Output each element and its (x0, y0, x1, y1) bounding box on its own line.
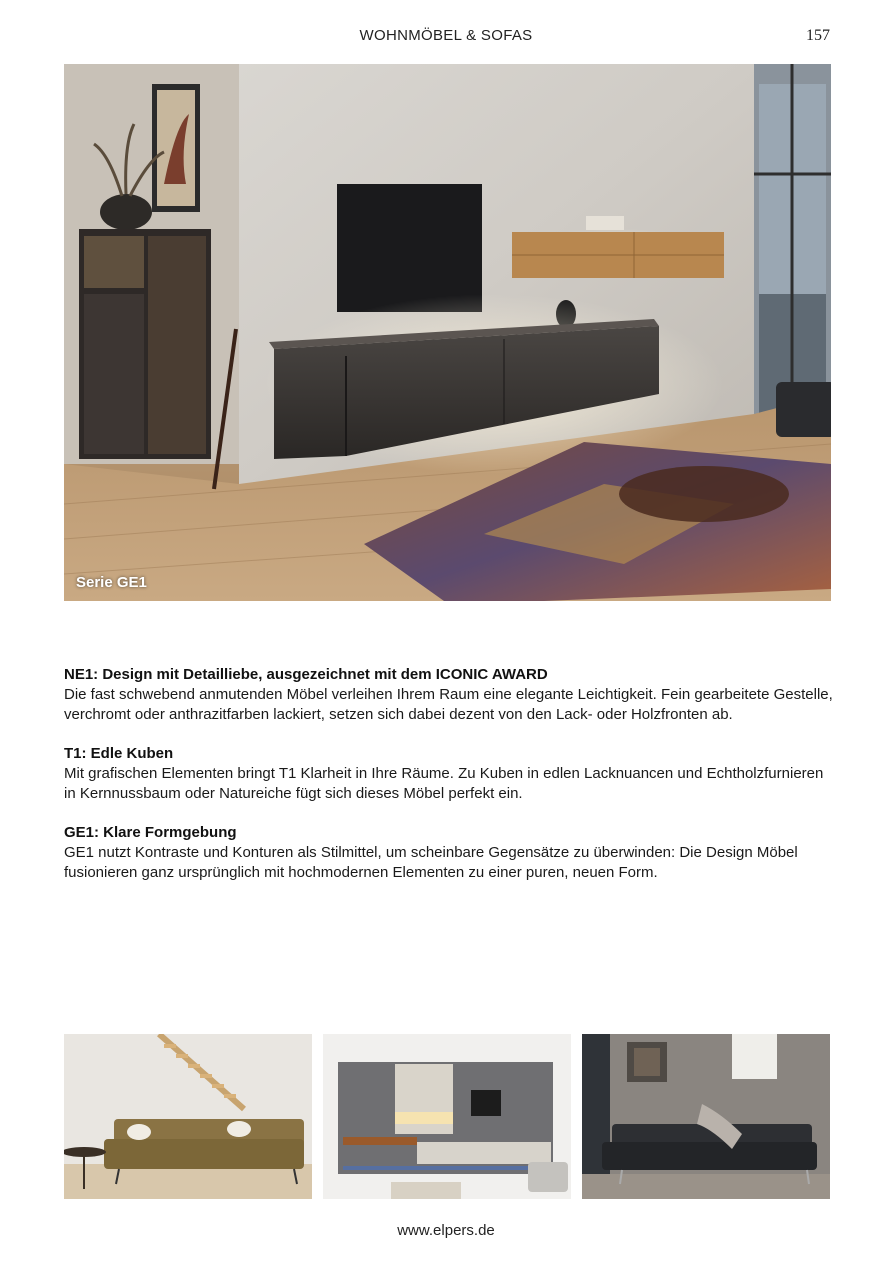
thumbnail-illustration (323, 1034, 571, 1199)
section-body: Mit grafischen Elementen bringt T1 Klarheit in Ihre Räume. Zu Kuben in edlen Lacknuancen und Echtholzfurnieren in Kernnussbaum oder Natureiche fügt sich dieses Möbel perfekt ein. (64, 765, 824, 802)
hero-illustration (64, 64, 831, 601)
hero-photo-living-room (64, 64, 831, 601)
hero-caption: Serie GE1 (76, 574, 147, 591)
page-number: 157 (806, 27, 830, 44)
section-body: Die fast schwebend anmutenden Möbel verleihen Ihrem Raum eine elegante Leichtigkeit. Fein gearbeitete Gestelle, verchromt oder anthrazitfarben lackiert, setzen sich dabei dezent von den Lack- oder Holzfronten ab. (64, 686, 833, 723)
thumbnail-illustration (64, 1034, 312, 1199)
text-content (64, 665, 834, 902)
thumbnail-sofa-olive (64, 1034, 312, 1199)
thumbnail-wall-unit (323, 1034, 571, 1199)
thumbnail-sofa-dark (582, 1034, 830, 1199)
section-heading: T1: Edle Kuben (64, 745, 174, 762)
section-ne1 (64, 665, 834, 725)
thumbnail-illustration (582, 1034, 830, 1199)
section-ge1 (64, 823, 834, 883)
section-heading: GE1: Klare Formgebung (64, 824, 237, 841)
page-header-title: WOHNMÖBEL & SOFAS (359, 27, 533, 44)
section-heading: NE1: Design mit Detailliebe, ausgezeichnet mit dem ICONIC AWARD (64, 666, 548, 683)
section-body: GE1 nutzt Kontraste und Konturen als Stilmittel, um scheinbare Gegensätze zu überwinden: Die Design Möbel fusionieren ganz ursprünglich mit hochmodernen Elementen zu einer puren, neuen Form. (64, 844, 798, 881)
section-t1 (64, 744, 834, 804)
footer-website-url[interactable]: www.elpers.de (397, 1222, 495, 1239)
